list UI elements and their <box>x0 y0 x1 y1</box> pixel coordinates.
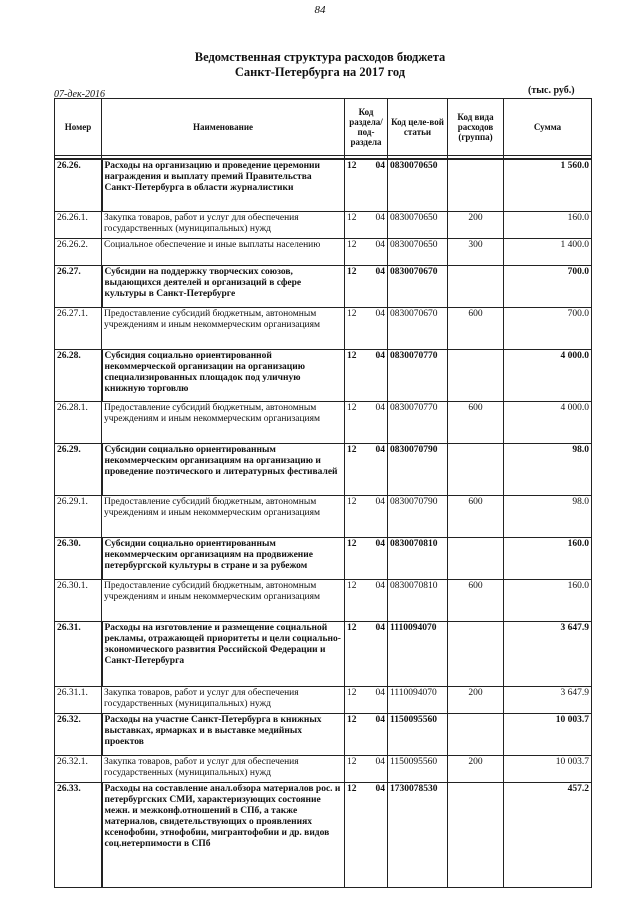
cell-section <box>345 307 388 349</box>
cell-kind <box>448 537 504 579</box>
cell-kind <box>448 349 504 401</box>
table-row <box>55 686 592 713</box>
header-section: Код раздела/ под-раздела <box>345 99 388 156</box>
cell-kind <box>448 443 504 495</box>
section-code: 12 <box>347 580 357 591</box>
header-sum: Сумма <box>504 99 592 156</box>
cell-number: 26.26. <box>55 159 102 211</box>
cell-kind <box>448 713 504 755</box>
cell-target: 1110094070 <box>388 686 448 713</box>
cell-section <box>345 443 388 495</box>
table-row <box>55 713 592 755</box>
header-target: Код целе-вой статьи <box>388 99 448 156</box>
cell-target: 0830070770 <box>388 401 448 443</box>
cell-kind: 600 <box>448 495 504 537</box>
title-line-2: Санкт-Петербурга на 2017 год <box>234 65 406 79</box>
cell-sum: 457.2 <box>504 782 592 887</box>
cell-kind: 200 <box>448 211 504 238</box>
section-code: 12 <box>347 783 357 794</box>
cell-section <box>345 211 388 238</box>
section-code: 12 <box>347 714 357 725</box>
cell-name: Закупка товаров, работ и услуг для обеспечения государственных (муниципальных) нужд <box>102 755 345 782</box>
cell-number: 26.26.2. <box>55 238 102 265</box>
cell-section <box>345 401 388 443</box>
cell-kind <box>448 265 504 307</box>
budget-table <box>54 98 592 888</box>
cell-name: Субсидии на поддержку творческих союзов, выдающихся деятелей и организаций в сфере культуры в Санкт-Петербурге <box>102 265 345 307</box>
cell-section <box>345 265 388 307</box>
document-date: 07-дек-2016 <box>54 89 105 100</box>
cell-sum: 10 003.7 <box>504 713 592 755</box>
cell-name: Закупка товаров, работ и услуг для обеспечения государственных (муниципальных) нужд <box>102 686 345 713</box>
table-row <box>55 443 592 495</box>
cell-number: 26.30. <box>55 537 102 579</box>
section-code: 12 <box>347 444 357 455</box>
section-code: 12 <box>347 266 357 277</box>
cell-number: 26.31. <box>55 621 102 686</box>
cell-section <box>345 495 388 537</box>
cell-sum: 1 560.0 <box>504 159 592 211</box>
cell-kind: 200 <box>448 755 504 782</box>
subsection-code: 04 <box>375 622 385 633</box>
cell-target: 0830070790 <box>388 443 448 495</box>
cell-sum: 700.0 <box>504 265 592 307</box>
cell-section <box>345 159 388 211</box>
cell-sum: 3 647.9 <box>504 621 592 686</box>
cell-sum: 98.0 <box>504 495 592 537</box>
title-line-1: Ведомственная структура расходов бюджета <box>194 50 446 64</box>
cell-number: 26.33. <box>55 782 102 887</box>
cell-kind: 600 <box>448 579 504 621</box>
units-label: (тыс. руб.) <box>528 85 575 96</box>
cell-target: 1730078530 <box>388 782 448 887</box>
cell-target: 0830070810 <box>388 537 448 579</box>
cell-section <box>345 349 388 401</box>
cell-number: 26.32. <box>55 713 102 755</box>
cell-sum: 4 000.0 <box>504 349 592 401</box>
cell-sum: 10 003.7 <box>504 755 592 782</box>
section-code: 12 <box>347 212 357 223</box>
page-number: 84 <box>314 4 326 16</box>
cell-number: 26.29. <box>55 443 102 495</box>
header-number: Номер <box>55 99 102 156</box>
cell-name: Расходы на участие Санкт-Петербурга в книжных выставках, ярмарках и в выставке медийных проектов <box>102 713 345 755</box>
subsection-code: 04 <box>375 783 385 794</box>
cell-target: 0830070650 <box>388 211 448 238</box>
subsection-code: 04 <box>375 161 385 171</box>
cell-kind <box>448 782 504 887</box>
table-row <box>55 159 592 211</box>
cell-name: Субсидии социально ориентированным некоммерческим организациям на организацию и проведение поэтического и литературных фестивалей <box>102 443 345 495</box>
section-code: 12 <box>347 622 357 633</box>
cell-name: Предоставление субсидий бюджетным, автономным учреждениям и иным некоммерческим организациям <box>102 579 345 621</box>
cell-number: 26.28. <box>55 349 102 401</box>
subsection-code: 04 <box>375 580 385 591</box>
table-row <box>55 755 592 782</box>
document-title <box>0 50 640 80</box>
table-header-row <box>55 99 592 156</box>
cell-target: 0830070670 <box>388 265 448 307</box>
cell-section <box>345 713 388 755</box>
cell-number: 26.31.1. <box>55 686 102 713</box>
cell-name: Расходы на организацию и проведение церемонии награждения и выплату премий Правительства Санкт-Петербурга в области журналистики <box>102 159 345 211</box>
cell-sum: 160.0 <box>504 579 592 621</box>
cell-name: Предоставление субсидий бюджетным, автономным учреждениям и иным некоммерческим организациям <box>102 495 345 537</box>
cell-name: Субсидия социально ориентированной некоммерческой организации на организацию специализированных площадок под уличную книжную торговлю <box>102 349 345 401</box>
table-row <box>55 211 592 238</box>
cell-section <box>345 686 388 713</box>
cell-section <box>345 537 388 579</box>
cell-target: 1150095560 <box>388 713 448 755</box>
cell-name: Предоставление субсидий бюджетным, автономным учреждениям и иным некоммерческим организациям <box>102 401 345 443</box>
table-row <box>55 495 592 537</box>
cell-number: 26.26.1. <box>55 211 102 238</box>
section-code: 12 <box>347 687 357 698</box>
subsection-code: 04 <box>375 402 385 413</box>
subsection-code: 04 <box>375 239 385 250</box>
cell-section <box>345 621 388 686</box>
cell-sum: 700.0 <box>504 307 592 349</box>
cell-sum: 98.0 <box>504 443 592 495</box>
table-row <box>55 265 592 307</box>
cell-name: Закупка товаров, работ и услуг для обеспечения государственных (муниципальных) нужд <box>102 211 345 238</box>
cell-kind: 600 <box>448 401 504 443</box>
cell-target: 0830070670 <box>388 307 448 349</box>
table-row <box>55 782 592 887</box>
subsection-code: 04 <box>375 496 385 507</box>
cell-sum: 160.0 <box>504 537 592 579</box>
subsection-code: 04 <box>375 266 385 277</box>
cell-target: 0830070650 <box>388 159 448 211</box>
cell-sum: 1 400.0 <box>504 238 592 265</box>
subsection-code: 04 <box>375 212 385 223</box>
cell-kind: 200 <box>448 686 504 713</box>
cell-number: 26.27. <box>55 265 102 307</box>
header-kind: Код вида расходов (группа) <box>448 99 504 156</box>
cell-section <box>345 782 388 887</box>
table-row <box>55 349 592 401</box>
section-code: 12 <box>347 496 357 507</box>
cell-kind: 300 <box>448 238 504 265</box>
cell-section <box>345 755 388 782</box>
subsection-code: 04 <box>375 687 385 698</box>
cell-target: 0830070810 <box>388 579 448 621</box>
cell-number: 26.28.1. <box>55 401 102 443</box>
cell-number: 26.30.1. <box>55 579 102 621</box>
section-code: 12 <box>347 538 357 549</box>
subsection-code: 04 <box>375 308 385 319</box>
cell-target: 0830070770 <box>388 349 448 401</box>
table-row <box>55 307 592 349</box>
cell-number: 26.29.1. <box>55 495 102 537</box>
subsection-code: 04 <box>375 714 385 725</box>
section-code: 12 <box>347 308 357 319</box>
table-row <box>55 621 592 686</box>
cell-target: 1150095560 <box>388 755 448 782</box>
cell-sum: 160.0 <box>504 211 592 238</box>
section-code: 12 <box>347 756 357 767</box>
cell-name: Расходы на изготовление и размещение социальной рекламы, отражающей приоритеты и цели социально-экономического развития Российской Федерации и Санкт-Петербурга <box>102 621 345 686</box>
header-name: Наименование <box>102 99 345 156</box>
table-body <box>55 159 592 887</box>
cell-section <box>345 579 388 621</box>
cell-kind <box>448 621 504 686</box>
subsection-code: 04 <box>375 444 385 455</box>
section-code: 12 <box>347 402 357 413</box>
table-row <box>55 401 592 443</box>
cell-name: Предоставление субсидий бюджетным, автономным учреждениям и иным некоммерческим организациям <box>102 307 345 349</box>
subsection-code: 04 <box>375 350 385 361</box>
cell-sum: 4 000.0 <box>504 401 592 443</box>
cell-name: Субсидии социально ориентированным некоммерческим организациям на продвижение петербургской культуры в стране и за рубежом <box>102 537 345 579</box>
table-row <box>55 537 592 579</box>
cell-sum: 3 647.9 <box>504 686 592 713</box>
cell-number: 26.27.1. <box>55 307 102 349</box>
cell-kind: 600 <box>448 307 504 349</box>
cell-number: 26.32.1. <box>55 755 102 782</box>
cell-section <box>345 238 388 265</box>
table-row <box>55 579 592 621</box>
subsection-code: 04 <box>375 756 385 767</box>
section-code: 12 <box>347 239 357 250</box>
table-row <box>55 238 592 265</box>
cell-target: 1110094070 <box>388 621 448 686</box>
cell-kind <box>448 159 504 211</box>
subsection-code: 04 <box>375 538 385 549</box>
cell-name: Расходы на составление анал.обзора материалов рос. и петербургских СМИ, характеризующих состояние межн. и межконф.отношений в СПб, а также материалов, свидетельствующих о проявлениях ксенофобии, этнофобии, мигрантофобии и др. видов соц.нетерпимости в СПб <box>102 782 345 887</box>
section-code: 12 <box>347 350 357 361</box>
section-code: 12 <box>347 161 357 171</box>
cell-target: 0830070790 <box>388 495 448 537</box>
cell-name: Социальное обеспечение и иные выплаты населению <box>102 238 345 265</box>
cell-target: 0830070650 <box>388 238 448 265</box>
